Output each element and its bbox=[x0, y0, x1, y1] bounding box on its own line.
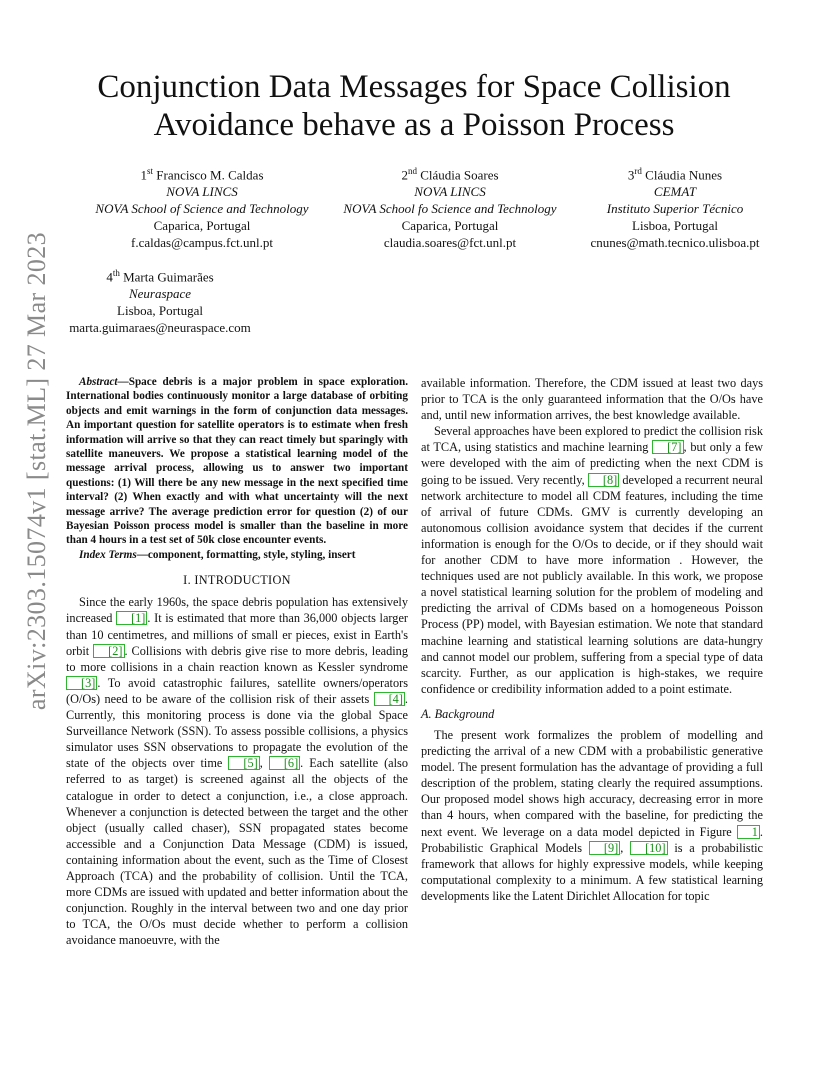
author-name: 4th Marta Guimarães bbox=[106, 268, 214, 285]
author-email[interactable]: cnunes@math.tecnico.ulisboa.pt bbox=[590, 235, 760, 251]
author-institution: NOVA School fo Science and Technology bbox=[343, 201, 557, 217]
citation-link[interactable]: [7] bbox=[652, 440, 683, 454]
citation-link[interactable]: [6] bbox=[269, 756, 300, 770]
section-title-introduction: I. INTRODUCTION bbox=[183, 573, 291, 588]
citation-link[interactable]: [9] bbox=[589, 841, 620, 855]
author-name: 2nd Cláudia Soares bbox=[401, 166, 499, 183]
left-column bbox=[66, 375, 408, 948]
background-paragraph: The present work formalizes the problem of modelling and predicting the arrival of a new CDM with a probabilistic generative model. The present formulation has the advantage of providing a full description of the problem, stating clearly the required assumptions. Our proposed model shows high accuracy, decreasing error in more than 4 hours, when compared with the baseline, for predicting the next event. We leverage on a data model depicted in Figure 1 . Probabilistic Graphical Models [9] , [10] is a probabilistic framework that allows for highly expressive models, while keeping computational complexity to a minimum. A few statistical learning developments like the Latent Dirichlet Allocation for topic bbox=[421, 727, 764, 903]
author-block-2 bbox=[330, 163, 570, 251]
right-column bbox=[421, 375, 763, 904]
author-block-3 bbox=[575, 163, 775, 251]
author-org: CEMAT bbox=[653, 184, 697, 200]
intro-paragraph-continued: available information. Therefore, the CDM issued at least two days prior to TCA is the only guaranteed information that the O/Os have and, until new information arrives, the best knowledge available. bbox=[421, 376, 763, 423]
abstract-text: —Space debris is a major problem in space exploration. International bodies continuously monitor a large database of orbiting objects and emit warnings in the form of conjunction data messages. An important question for satellite operators is to estimate when fresh information will arrive so that they can react timely but sparingly with satellite maneuvers. We propose a statistical learning model of the message arrival process, allowing us to answer two important questions: (1) Will there be any new message in the next specified time interval? (2) When exactly and with what uncertainty will the next message arrive? The average prediction error for question (2) of our Bayesian Poisson process model is smaller than the baseline in more than 4 hours in a test set of 50k close encounter events. bbox=[66, 376, 408, 547]
author-location: Lisboa, Portugal bbox=[117, 303, 203, 319]
author-institution: NOVA School of Science and Technology bbox=[95, 201, 309, 217]
author-location: Caparica, Portugal bbox=[401, 218, 499, 234]
citation-link[interactable]: [2] bbox=[93, 644, 124, 658]
author-org: Neuraspace bbox=[128, 286, 192, 302]
abstract bbox=[66, 375, 408, 548]
citation-link[interactable]: [3] bbox=[66, 676, 97, 690]
author-name: 1st Francisco M. Caldas bbox=[140, 166, 264, 183]
intro-paragraph: Since the early 1960s, the space debris population has extensively increased [1] . It is estimated that more than 36,000 objects larger than 10 centimetres, and millions of small er pieces, exist in Earth's orbit [2] . Collisions with debris give rise to more debris, leading to more collisions in a chain reaction known as Kessler syndrome [3] . To avoid catastrophic failures, satellite owners/operators (O/Os) need to be aware of the collision risk of their assets [4] . Currently, this monitoring process is done via the global Space Surveillance Network (SSN). To assess possible collisions, a physics simulator uses SSN observations to propagate the evolution of the state of the objects over time [5] , [6] . Each satellite (also referred to as target) is screened against all the objects of the catalogue in order to detect a conjunction, i.e., a close approach. Whenever a conjunction is detected between the target and the other object (usually called chaser), SSN propagated states become accessible and a Conjunction Data Message (CDM) is issued, containing information about the event, such as the Time of Closest Approach (TCA) and the probability of collision. Until the TCA, more CDMs are issued with updated and better information about the conjunction. Roughly in the interval between two and one day prior to TCA, the O/Os must decide whether to perform a collision avoidance manoeuvre, with the bbox=[66, 595, 408, 948]
author-org: NOVA LINCS bbox=[166, 184, 238, 200]
index-terms-text: —component, formatting, style, styling, insert bbox=[136, 548, 356, 561]
figure-link[interactable]: 1 bbox=[737, 825, 760, 839]
citation-link[interactable]: [5] bbox=[228, 756, 259, 770]
approaches-paragraph: Several approaches have been explored to predict the collision risk at TCA, using statistics and machine learning [7] , but only a few were developed with the aim of predicting when the next CDM is going to be issued. Very recently, [8] developed a recurrent neural network architecture to model all CDM features, including the time of arrival of future CDMs. GMV is currently developing an autonomous collision avoidance system that decides if the current information is enough for the O/Os to decide, or if they should wait for another CDM to have more information . However, the techniques used are not publicly available. In this work, we propose a novel statistical learning solution for the problem of modeling and predicting the arrival of CDMs based on a homogeneous Poisson Process (PP) model, with Bayesian estimation. We note that standard machine learning and statistical learning solutions are data-hungry and cannot model our problem, suffering from a special type of data scarcity. Further, as our application is high-stakes, we require confidence or credibility information added to a point estimate. bbox=[421, 424, 763, 696]
author-email[interactable]: f.caldas@campus.fct.unl.pt bbox=[131, 235, 273, 251]
citation-link[interactable]: [1] bbox=[116, 611, 147, 625]
author-block-1 bbox=[82, 163, 322, 251]
citation-link[interactable]: [8] bbox=[588, 473, 619, 487]
arxiv-identifier bbox=[22, 231, 52, 711]
author-email[interactable]: claudia.soares@fct.unl.pt bbox=[383, 235, 517, 251]
author-location: Caparica, Portugal bbox=[153, 218, 251, 234]
abstract-label: Abstract bbox=[79, 376, 118, 388]
author-name: 3rd Cláudia Nunes bbox=[627, 166, 723, 183]
citation-link[interactable]: [10] bbox=[630, 841, 668, 855]
author-location: Lisboa, Portugal bbox=[632, 218, 718, 234]
author-institution: Instituto Superior Técnico bbox=[606, 201, 744, 217]
author-email[interactable]: marta.guimaraes@neuraspace.com bbox=[69, 320, 251, 336]
author-block-4 bbox=[60, 265, 260, 336]
index-terms bbox=[66, 548, 408, 562]
index-terms-label: Index Terms bbox=[79, 548, 137, 561]
citation-link[interactable]: [4] bbox=[374, 692, 405, 706]
author-org: NOVA LINCS bbox=[414, 184, 486, 200]
subsection-title-background: A. Background bbox=[421, 706, 495, 721]
arxiv-identifier-text: arXiv:2303.15074v1 [stat.ML] 27 Mar 2023 bbox=[22, 231, 51, 711]
paper-title: Conjunction Data Messages for Space Collision Avoidance behave as a Poisson Process bbox=[97, 69, 731, 143]
